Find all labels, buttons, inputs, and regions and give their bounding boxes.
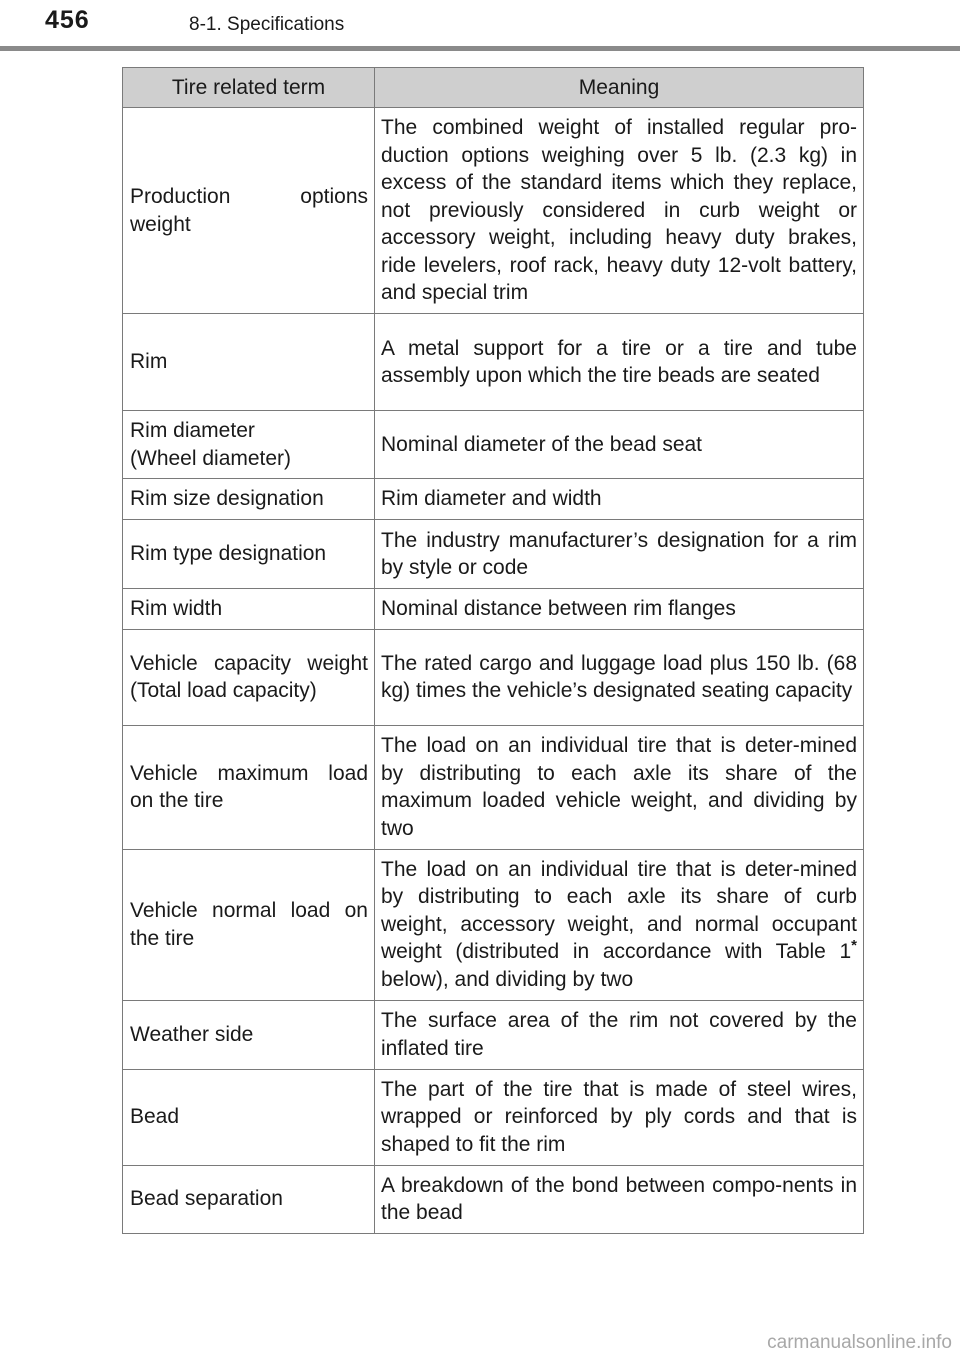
term-cell: Vehicle maximum load on the tire xyxy=(123,725,375,849)
term-line: (Wheel diameter) xyxy=(130,446,292,470)
table-row xyxy=(123,479,864,520)
watermark: carmanualsonline.info xyxy=(767,1332,952,1353)
term-cell: Rim xyxy=(123,314,375,411)
page-number: 456 xyxy=(45,6,90,34)
meaning-cell: The rated cargo and luggage load plus 150 lb. (68 kg) times the vehicle’s designated seating capacity xyxy=(375,629,864,725)
meaning-cell: Nominal distance between rim flanges xyxy=(375,589,864,630)
meaning-cell: A breakdown of the bond between compo-nents in the bead xyxy=(375,1165,864,1233)
meaning-cell: The load on an individual tire that is deter-mined by distributing to each axle its share of the maximum loaded vehicle weight, and dividing by two xyxy=(375,725,864,849)
column-header-meaning: Meaning xyxy=(375,68,864,108)
table-row xyxy=(123,108,864,314)
table-row xyxy=(123,629,864,725)
meaning-cell: The surface area of the rim not covered by the inflated tire xyxy=(375,1000,864,1069)
meaning-cell: The part of the tire that is made of steel wires, wrapped or reinforced by ply cords and that is shaped to fit the rim xyxy=(375,1069,864,1165)
term-cell: Bead xyxy=(123,1069,375,1165)
meaning-cell: The industry manufacturer’s designation for a rim by style or code xyxy=(375,520,864,589)
meaning-cell: The combined weight of installed regular pro-duction options weighing over 5 lb. (2.3 kg) in excess of the standard items which they replace, not previously considered in curb weight or accessory weight, including heavy duty brakes, ride levelers, roof rack, heavy duty 12-volt battery, and special trim xyxy=(375,108,864,314)
footnote-asterisk: * xyxy=(851,937,857,955)
meaning-text: The load on an individual tire that is deter-mined by distributing to each axle its share of curb weight, accessory weight, and normal occupant weight (distributed in accordance with Table 1 xyxy=(381,857,857,964)
table-row xyxy=(123,1069,864,1165)
table-header-row xyxy=(123,68,864,108)
term-cell: Rim width xyxy=(123,589,375,630)
table-row xyxy=(123,411,864,479)
meaning-cell: Rim diameter and width xyxy=(375,479,864,520)
term-cell: Vehicle capacity weight (Total load capacity) xyxy=(123,629,375,725)
meaning-cell xyxy=(375,849,864,1000)
term-cell xyxy=(123,411,375,479)
term-cell: Weather side xyxy=(123,1000,375,1069)
term-cell: Production options weight xyxy=(123,108,375,314)
table-row xyxy=(123,520,864,589)
term-cell: Rim type designation xyxy=(123,520,375,589)
term-cell: Bead separation xyxy=(123,1165,375,1233)
term-line: Rim diameter xyxy=(130,419,255,442)
column-header-term: Tire related term xyxy=(123,68,375,108)
section-title: 8-1. Specifications xyxy=(189,14,345,35)
meaning-cell: A metal support for a tire or a tire and tube assembly upon which the tire beads are seated xyxy=(375,314,864,411)
table-row xyxy=(123,1165,864,1233)
table-row xyxy=(123,1000,864,1069)
table-row xyxy=(123,314,864,411)
meaning-cell: Nominal diameter of the bead seat xyxy=(375,411,864,479)
header-divider xyxy=(0,46,960,51)
meaning-text: below), and dividing by two xyxy=(381,967,634,991)
tire-terms-table xyxy=(122,67,864,1234)
term-cell: Rim size designation xyxy=(123,479,375,520)
table-row xyxy=(123,589,864,630)
table-row xyxy=(123,849,864,1000)
table-row xyxy=(123,725,864,849)
term-cell: Vehicle normal load on the tire xyxy=(123,849,375,1000)
